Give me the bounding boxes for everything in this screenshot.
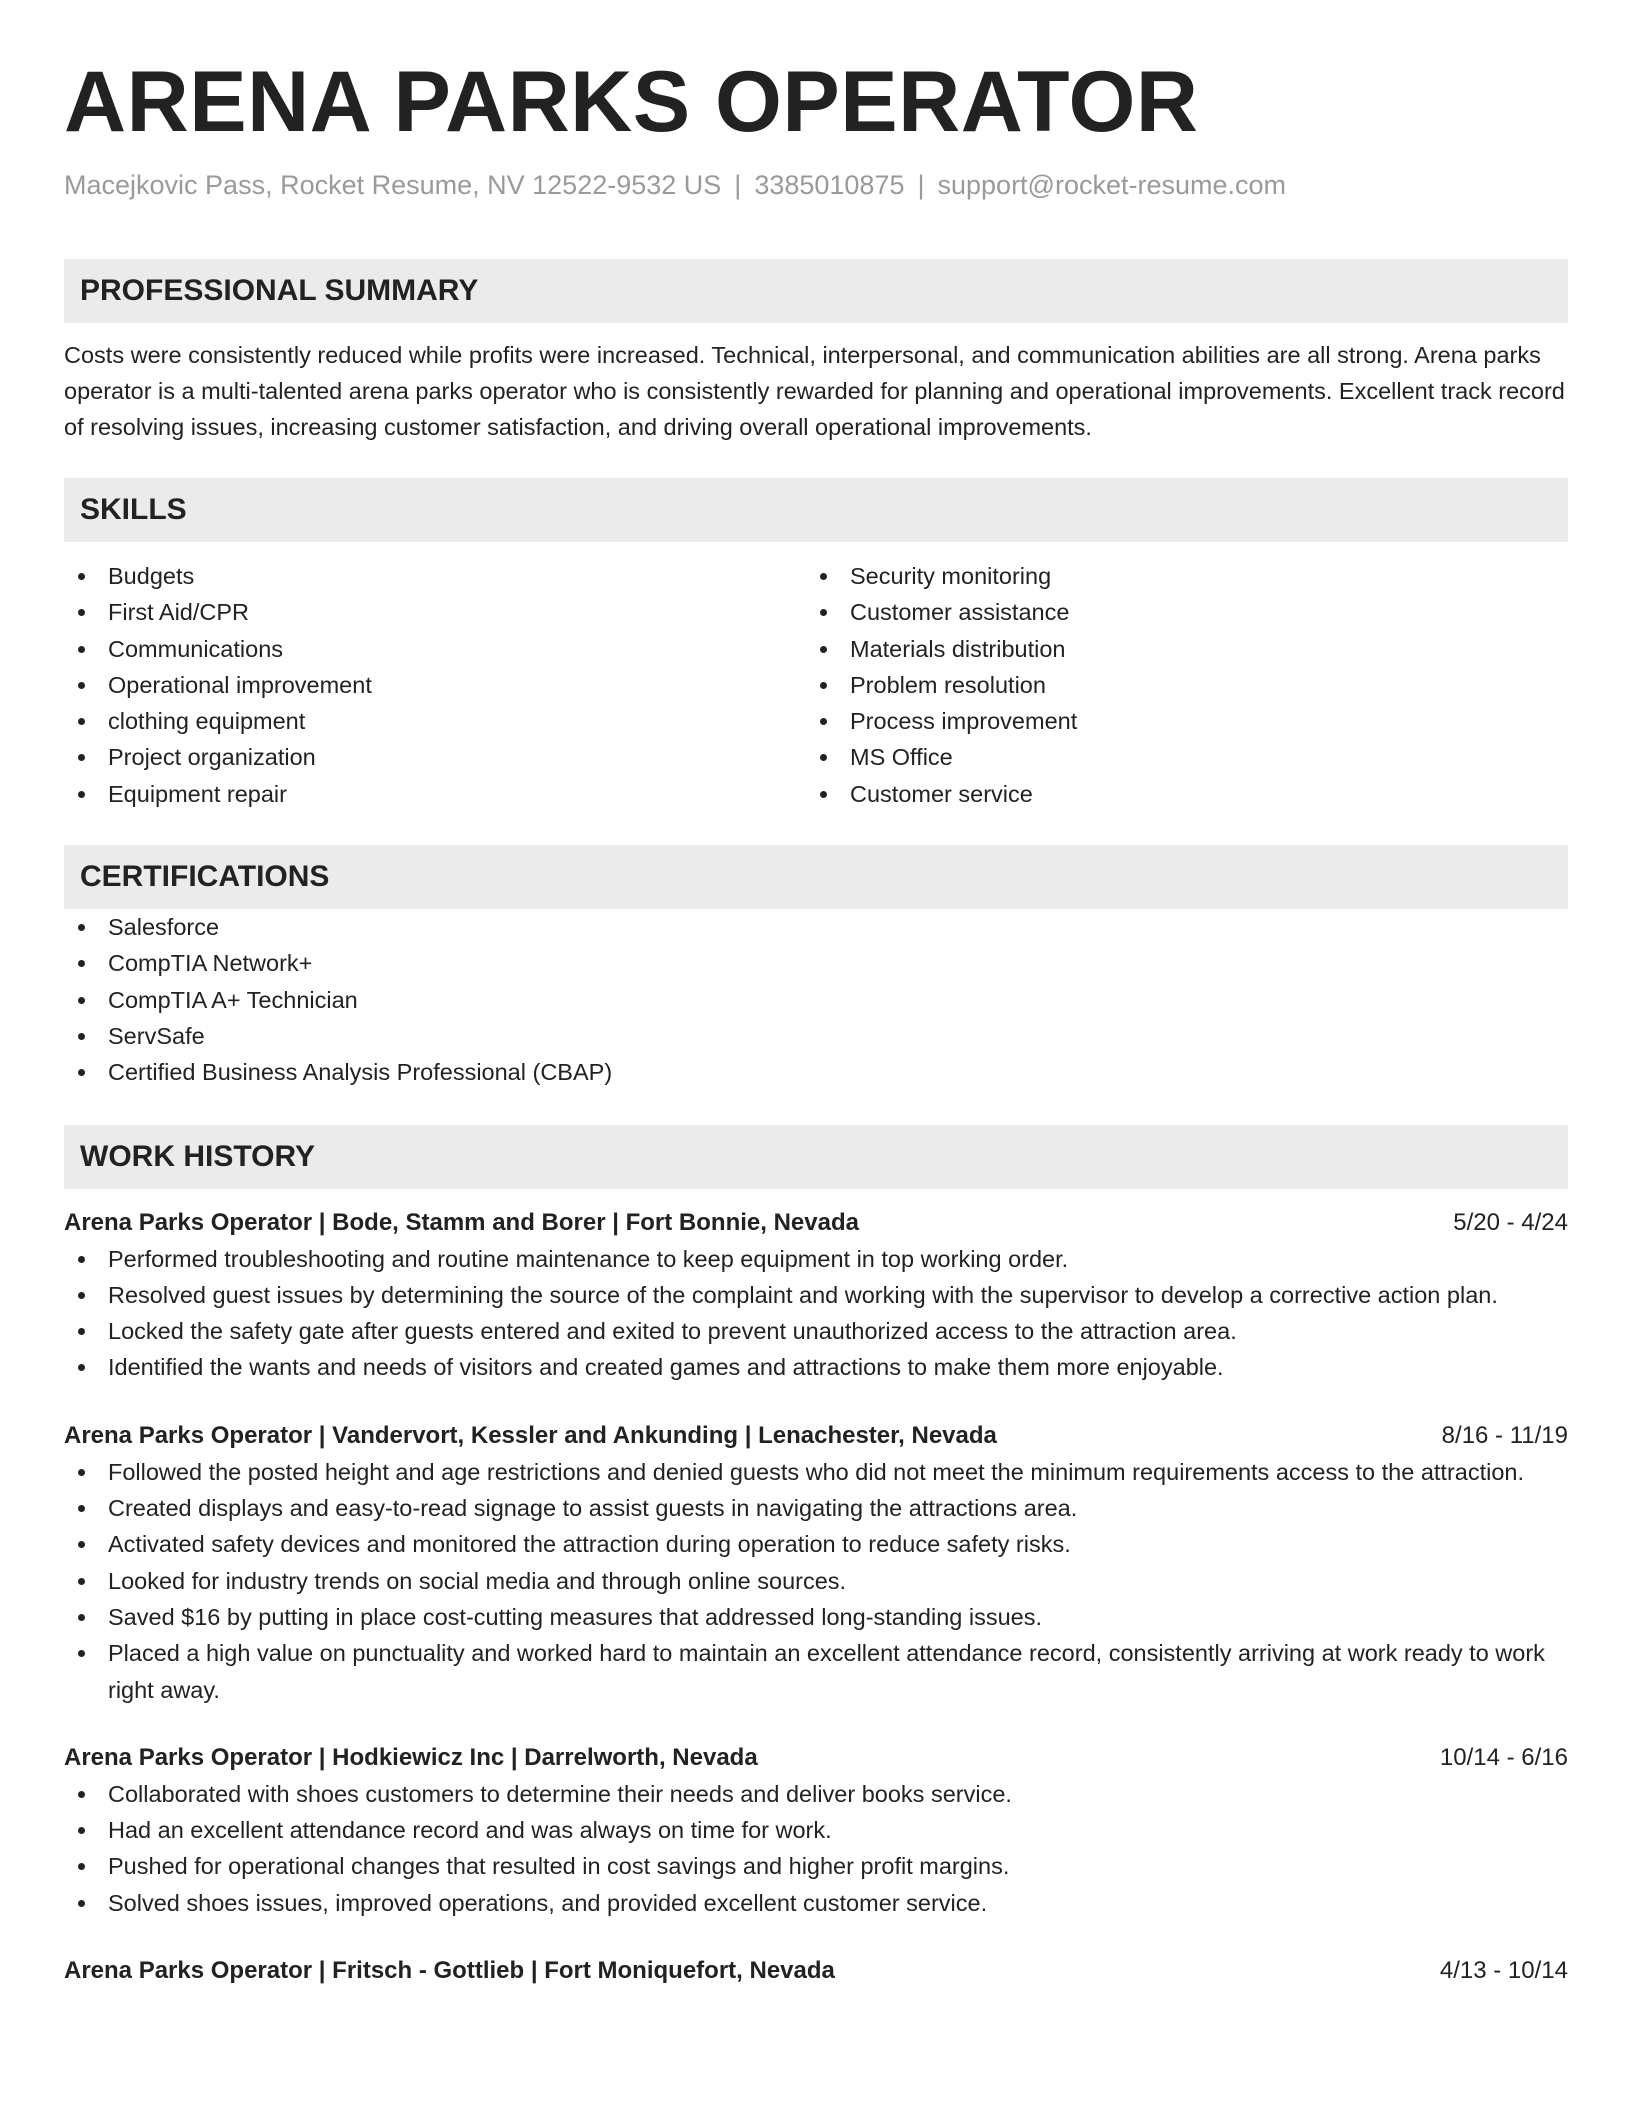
skill-item: MS Office — [806, 739, 1548, 775]
skill-item: Materials distribution — [806, 631, 1548, 667]
job-header — [64, 1205, 1568, 1241]
job-duty: Collaborated with shoes customers to determine their needs and deliver books service. — [64, 1776, 1568, 1812]
job-duty: Locked the safety gate after guests entered and exited to prevent unauthorized access to the attraction area. — [64, 1313, 1568, 1349]
job-duty: Identified the wants and needs of visitors and created games and attractions to make them more enjoyable. — [64, 1349, 1568, 1385]
job-duty: Placed a high value on punctuality and worked hard to maintain an excellent attendance record, consistently arriving at work ready to work right away. — [64, 1635, 1568, 1708]
contact-address: Macejkovic Pass, Rocket Resume, NV 12522-9532 US — [64, 170, 722, 200]
job-duty: Activated safety devices and monitored the attraction during operation to reduce safety risks. — [64, 1526, 1568, 1562]
skills-right-list — [806, 558, 1548, 812]
job-entry — [64, 1418, 1568, 1708]
certification-item: CompTIA Network+ — [64, 945, 1568, 981]
job-entry — [64, 1205, 1568, 1386]
job-dates: 5/20 - 4/24 — [1453, 1208, 1568, 1236]
job-duty: Performed troubleshooting and routine maintenance to keep equipment in top working order. — [64, 1241, 1568, 1277]
certification-item: Certified Business Analysis Professional (CBAP) — [64, 1054, 1568, 1090]
skill-item: clothing equipment — [64, 703, 806, 739]
job-duty: Created displays and easy-to-read signage to assist guests in navigating the attractions area. — [64, 1490, 1568, 1526]
skills-columns — [64, 558, 1568, 812]
skills-left-column — [64, 558, 806, 812]
candidate-name: ARENA PARKS OPERATOR — [64, 54, 1199, 150]
skill-item: Customer service — [806, 776, 1548, 812]
job-entry — [64, 1953, 1568, 1989]
job-duty: Followed the posted height and age restrictions and denied guests who did not meet the minimum requirements access to the attraction. — [64, 1454, 1568, 1490]
skill-item: Process improvement — [806, 703, 1548, 739]
skill-item: Communications — [64, 631, 806, 667]
contact-separator: | — [917, 170, 925, 200]
skills-section-header: SKILLS — [64, 478, 1568, 542]
skill-item: Equipment repair — [64, 776, 806, 812]
job-duties-list — [64, 1241, 1568, 1386]
job-header — [64, 1418, 1568, 1454]
skill-item: Budgets — [64, 558, 806, 594]
skill-item: Customer assistance — [806, 594, 1548, 630]
job-entry — [64, 1740, 1568, 1921]
skill-item: Project organization — [64, 739, 806, 775]
job-duties-list — [64, 1454, 1568, 1708]
job-duty: Saved $16 by putting in place cost-cutting measures that addressed long-standing issues. — [64, 1599, 1568, 1635]
contact-email: support@rocket-resume.com — [937, 170, 1287, 200]
job-title: Arena Parks Operator | Bode, Stamm and Borer | Fort Bonnie, Nevada — [64, 1208, 859, 1236]
summary-text: Costs were consistently reduced while profits were increased. Technical, interpersonal, and communication abilities are all strong. Arena parks operator is a multi-talented arena parks operator who is consistently rewarded for planning and operational improvements. Excellent track record of resolving issues, increasing customer satisfaction, and driving overall operational improvements. — [64, 342, 1565, 440]
certifications-section-header: CERTIFICATIONS — [64, 845, 1568, 909]
resume-content — [64, 0, 1568, 1989]
certifications-list — [64, 909, 1568, 1090]
job-duty: Looked for industry trends on social media and through online sources. — [64, 1563, 1568, 1599]
job-duty: Resolved guest issues by determining the source of the complaint and working with the supervisor to develop a corrective action plan. — [64, 1277, 1568, 1313]
job-dates: 10/14 - 6/16 — [1439, 1743, 1568, 1771]
skills-right-column — [806, 558, 1548, 812]
contact-separator: | — [734, 170, 742, 200]
work-history-section-header: WORK HISTORY — [64, 1125, 1568, 1189]
job-duties-list — [64, 1776, 1568, 1921]
job-duty: Solved shoes issues, improved operations, and provided excellent customer service. — [64, 1885, 1568, 1921]
skills-left-list — [64, 558, 806, 812]
contact-line — [64, 165, 1568, 205]
job-dates: 8/16 - 11/19 — [1441, 1421, 1568, 1449]
certification-item: Salesforce — [64, 909, 1568, 945]
skill-item: Problem resolution — [806, 667, 1548, 703]
certification-item: CompTIA A+ Technician — [64, 982, 1568, 1018]
job-dates: 4/13 - 10/14 — [1439, 1957, 1568, 1985]
job-title: Arena Parks Operator | Hodkiewicz Inc | Darrelworth, Nevada — [64, 1743, 758, 1771]
job-title: Arena Parks Operator | Fritsch - Gottlieb | Fort Moniquefort, Nevada — [64, 1957, 835, 1985]
job-duty: Pushed for operational changes that resulted in cost savings and higher profit margins. — [64, 1848, 1568, 1884]
summary-section-header: PROFESSIONAL SUMMARY — [64, 259, 1568, 323]
certification-item: ServSafe — [64, 1018, 1568, 1054]
skill-item: First Aid/CPR — [64, 594, 806, 630]
contact-phone: 3385010875 — [754, 170, 905, 200]
job-title: Arena Parks Operator | Vandervort, Kessler and Ankunding | Lenachester, Nevada — [64, 1421, 997, 1449]
skill-item: Operational improvement — [64, 667, 806, 703]
job-duty: Had an excellent attendance record and was always on time for work. — [64, 1812, 1568, 1848]
job-header — [64, 1740, 1568, 1776]
skill-item: Security monitoring — [806, 558, 1548, 594]
job-header — [64, 1953, 1568, 1989]
